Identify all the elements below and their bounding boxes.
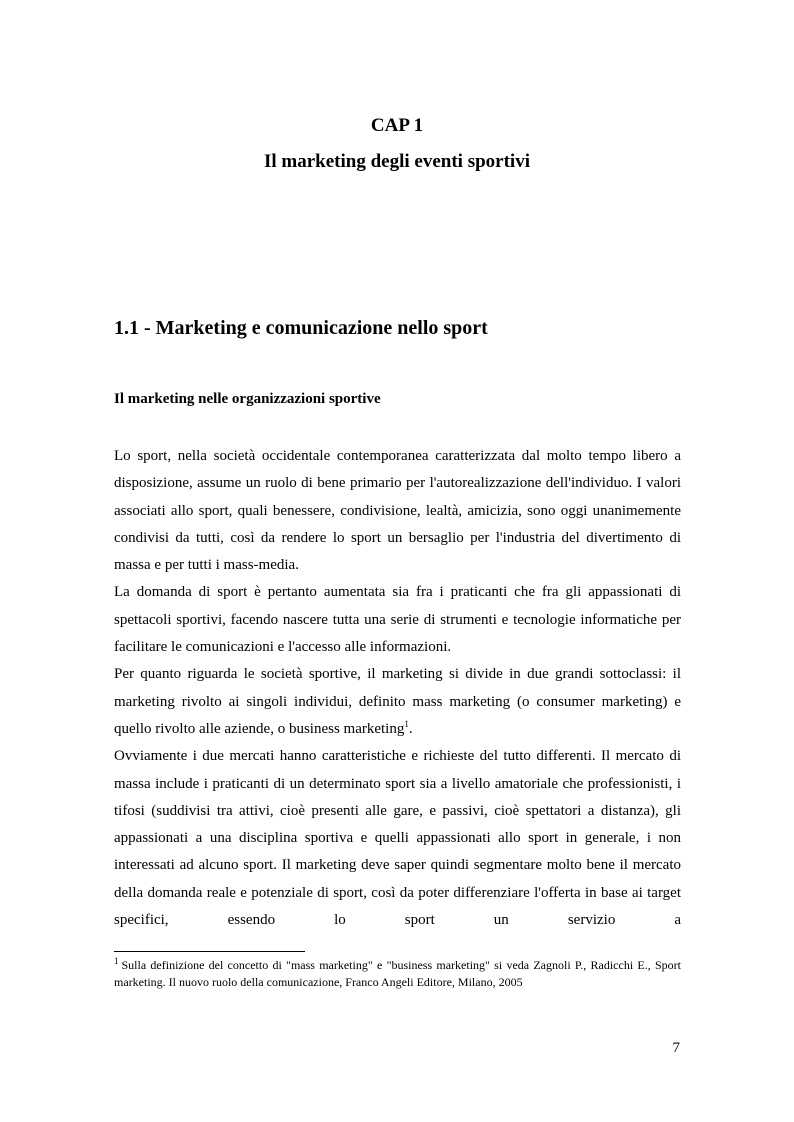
paragraph: La domanda di sport è pertanto aumentata sia fra i praticanti che fra gli appassionati di spettacoli sportivi, facendo nascere tutta una serie di strumenti e tecnologie informatiche per facilitare le comunicazioni e l'accesso alle informazioni. xyxy=(114,584,681,656)
subsection-heading: Il marketing nelle organizzazioni sportive xyxy=(114,391,381,407)
footnote-reference[interactable]: 1 xyxy=(404,718,409,729)
footnote-text: Sulla definizione del concetto di "mass marketing" e "business marketing" si veda Zagnoli P., Radicchi E., Sport marketing. Il nuovo ruolo della comunicazione, Franco Angeli Editore, Milano, 2005 xyxy=(114,958,681,989)
section-heading: 1.1 - Marketing e comunicazione nello sport xyxy=(114,317,488,339)
paragraph: Ovviamente i due mercati hanno caratteristiche e richieste del tutto differenti. Il mercato di massa include i praticanti di un determinato sport sia a livello amatoriale che professionisti, i tifosi (suddivisi tra attivi, cioè presenti alle gare, e passivi, cioè spettatori a distanza), gli appassionati a una disciplina sportiva e quelli appassionati allo sport in generale, i non interessati ad alcuno sport. Il marketing deve saper quindi segmentare molto bene il mercato della domanda reale e potenziale di sport, così da poter differenziare l'offerta in base ai target specifici, essendo lo sport un servizio a xyxy=(114,748,681,929)
footnote-number: 1 xyxy=(114,956,119,966)
chapter-title: Il marketing degli eventi sportivi xyxy=(264,151,530,172)
paragraph: Lo sport, nella società occidentale contemporanea caratterizzata dal molto tempo libero a disposizione, assume un ruolo di bene primario per l'autorealizzazione dell'individuo. I valori associati allo sport, quali benessere, condivisione, lealtà, amicizia, sono oggi unanimemente condivisi da tutti, così da rendere lo sport un bersaglio per l'industria del divertimento di massa e per tutti i mass-media. xyxy=(114,448,681,574)
footnote-separator xyxy=(114,951,305,952)
footnote xyxy=(114,957,681,991)
paragraph-end: . xyxy=(408,720,413,737)
paragraph-text: Per quanto riguarda le società sportive, il marketing si divide in due grandi sottoclassi: il marketing rivolto ai singoli individui, definito mass marketing (o consumer marketing) e quello rivolto alle aziende, o business marketing xyxy=(114,666,681,737)
page-number: 7 xyxy=(672,1040,680,1056)
body-text xyxy=(114,443,681,934)
paragraph xyxy=(114,661,681,743)
chapter-label: CAP 1 xyxy=(370,115,424,136)
